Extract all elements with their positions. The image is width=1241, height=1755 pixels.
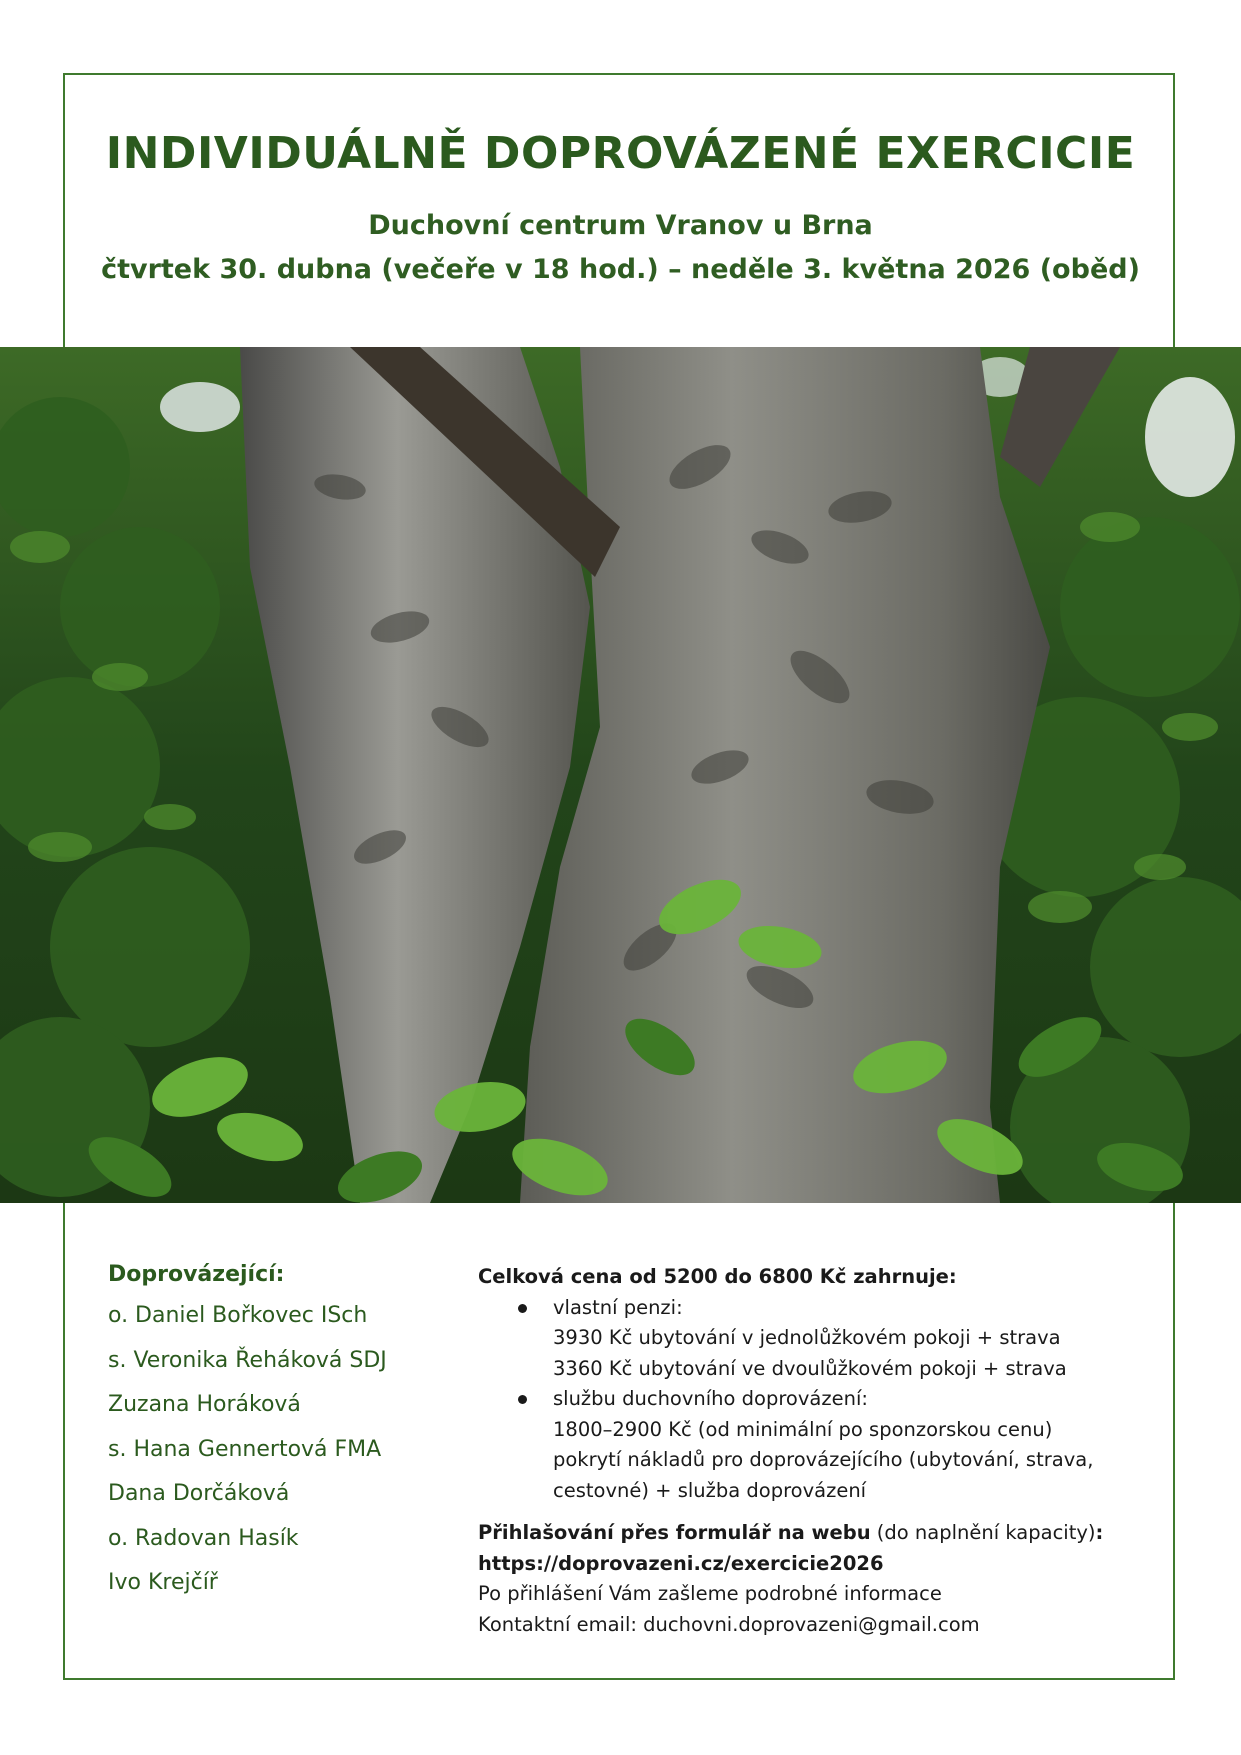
- pricing-item-label: vlastní penzi:: [553, 1295, 683, 1319]
- registration-lead-rest: (do naplnění kapacity): [870, 1521, 1096, 1544]
- companion-name: o. Radovan Hasík: [108, 1525, 299, 1551]
- registration-block: [478, 1518, 1168, 1640]
- contact-email[interactable]: Kontaktní email: duchovni.doprovazeni@gmail.com: [478, 1612, 980, 1636]
- event-dates: čtvrtek 30. dubna (večeře v 18 hod.) – neděle 3. května 2026 (oběd): [101, 254, 1140, 285]
- pricing-line: 3930 Kč ubytování v jednolůžkovém pokoji + strava: [553, 1326, 1061, 1349]
- companion-name: Zuzana Horáková: [108, 1392, 301, 1417]
- registration-lead: [478, 1518, 1168, 1549]
- page-title: INDIVIDUÁLNĚ DOPROVÁZENÉ EXERCICIE: [105, 128, 1136, 179]
- pricing-line: 1800–2900 Kč (od minimální po sponzorskou cenu): [553, 1417, 1053, 1441]
- bullet-icon: [518, 1395, 527, 1404]
- pricing-item-label: službu duchovního doprovázení:: [553, 1387, 868, 1410]
- bullet-icon: [518, 1304, 527, 1313]
- companion-name: Ivo Krejčíř: [108, 1570, 218, 1595]
- pricing-item: [478, 1293, 1168, 1385]
- companion-name: o. Daniel Bořkovec ISch: [108, 1303, 368, 1328]
- price-heading: Celková cena od 5200 do 6800 Kč zahrnuje:: [478, 1265, 957, 1288]
- pricing-item: [478, 1384, 1168, 1506]
- beech-tree-photo: [0, 347, 1241, 1203]
- registration-url-link[interactable]: https://doprovazeni.cz/exercicie2026: [478, 1551, 884, 1575]
- pricing-and-registration: [478, 1262, 1168, 1640]
- registration-lead-bold: Přihlašování přes formulář na webu: [478, 1521, 871, 1544]
- registration-lead-colon: :: [1095, 1521, 1104, 1544]
- companion-name: s. Hana Gennertová FMA: [108, 1436, 382, 1462]
- pricing-line: cestovné) + služba doprovázení: [553, 1478, 867, 1502]
- registration-info: Po přihlášení Vám zašleme podrobné informace: [478, 1582, 942, 1605]
- companion-name: s. Veronika Řeháková SDJ: [108, 1347, 387, 1373]
- companion-name: Dana Dorčáková: [108, 1481, 290, 1506]
- pricing-line: pokrytí nákladů pro doprovázejícího (ubytování, strava,: [553, 1448, 1094, 1471]
- companions-heading: Doprovázející:: [108, 1262, 285, 1287]
- companions-list: [108, 1262, 468, 1613]
- pricing-line: 3360 Kč ubytování ve dvoulůžkovém pokoji + strava: [553, 1356, 1067, 1380]
- venue-subtitle: Duchovní centrum Vranov u Brna: [368, 210, 873, 241]
